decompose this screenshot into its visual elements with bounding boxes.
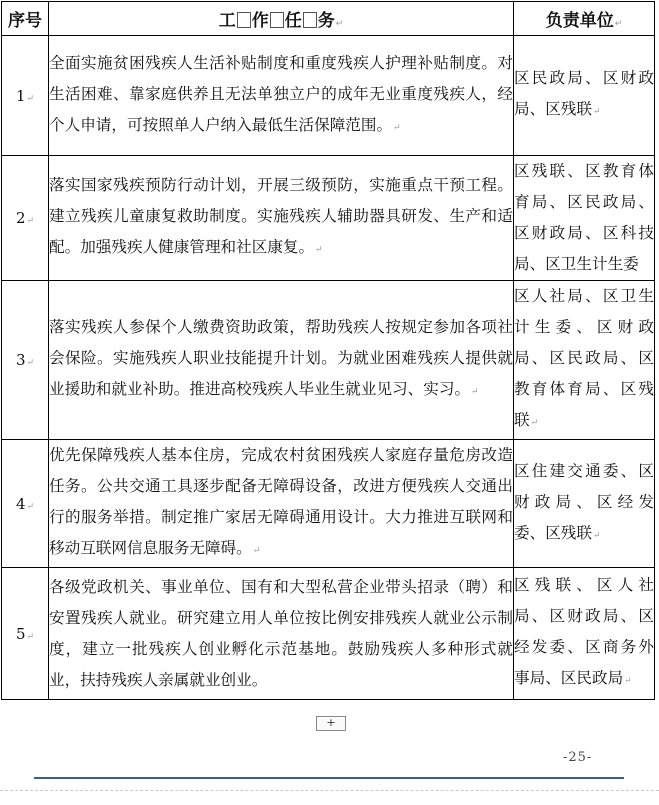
unit-cell[interactable]: 区残联、区教育体育局、区民政局、区财政局、区科技局、区卫生计生委 (514, 156, 655, 281)
paragraph-mark-icon: ↵ (624, 676, 632, 686)
paragraph-mark-icon: ↵ (393, 122, 401, 133)
page-number: -25- (563, 750, 593, 765)
row-number-cell[interactable]: 5↵ (2, 568, 49, 700)
paragraph-mark-icon: ↵ (26, 358, 35, 368)
paragraph-mark-icon: ↵ (26, 501, 35, 512)
table-row (2, 440, 655, 568)
footer-divider (34, 777, 624, 779)
paragraph-mark-icon: ↵ (26, 216, 35, 226)
paragraph-mark-icon: ↵ (26, 93, 35, 104)
table-row (2, 36, 655, 156)
next-page-edge (360, 795, 560, 805)
paragraph-mark-icon: ↵ (592, 530, 601, 541)
table-row (2, 568, 655, 700)
header-task: 工 作 任 务↵ (49, 2, 514, 36)
paragraph-mark-icon: ↵ (252, 546, 261, 556)
unit-cell[interactable]: 区民政局、区财政局、区残联↵ (514, 36, 655, 156)
table-header-row (2, 2, 655, 36)
paragraph-mark-icon: ↵ (335, 19, 344, 29)
unit-cell[interactable]: 区人社局、区卫生计生委、区财政局、区民政局、区教育体育局、区残联↵ (514, 281, 655, 440)
row-number-cell[interactable]: 4↵ (2, 440, 49, 568)
row-number-cell[interactable]: 1↵ (2, 36, 49, 156)
task-cell[interactable]: 落实残疾人参保个人缴费资助政策，帮助残疾人按规定参加各项社会保险。实施残疾人职业技能提升计划。为就业困难残疾人提供就业援助和就业补助。推进高校残疾人毕业生就业见习、实习。↵ (49, 281, 514, 440)
paragraph-mark-icon: ↵ (592, 107, 601, 117)
task-cell[interactable]: 全面实施贫困残疾人生活补贴制度和重度残疾人护理补贴制度。对生活困难、靠家庭供养且无法单独立户的成年无业重度残疾人，经个人申请，可按照单人户纳入最低生活保障范围。↵ (49, 36, 514, 156)
row-number-cell[interactable]: 3↵ (2, 281, 49, 440)
paragraph-mark-icon: ↵ (26, 631, 35, 642)
unit-cell[interactable]: 区住建交通委、区财政局、区经发委、区残联↵ (514, 440, 655, 568)
table-row (2, 156, 655, 281)
add-row-button[interactable]: + (316, 716, 346, 731)
page-break-line (0, 790, 659, 792)
paragraph-mark-icon: ↵ (530, 418, 539, 428)
paragraph-mark-icon: ↵ (315, 245, 323, 255)
task-table (1, 1, 655, 700)
row-number-cell[interactable]: 2↵ (2, 156, 49, 281)
task-cell[interactable]: 优先保障残疾人基本住房，完成农村贫困残疾人家庭存量危房改造任务。公共交通工具逐步配备无障碍设备，改进方便残疾人交通出行的服务举措。制定推广家居无障碍通用设计。大力推进互联网和移动互联网信息服务无障碍。↵ (49, 440, 514, 568)
unit-cell[interactable]: 区残联、区人社局、区财政局、区经发委、区商务外事局、区民政局↵ (514, 568, 655, 700)
task-cell[interactable]: 各级党政机关、事业单位、国有和大型私营企业带头招录（聘）和安置残疾人就业。研究建立用人单位按比例安排残疾人就业公示制度，建立一批残疾人创业孵化示范基地。鼓励残疾人多种形式就业，扶持残疾人亲属就业创业。 (49, 568, 514, 700)
header-responsible-unit: 负责单位↵ (514, 2, 655, 36)
paragraph-mark-icon: ↵ (471, 387, 479, 397)
task-cell[interactable]: 落实国家残疾预防行动计划，开展三级预防，实施重点干预工程。建立残疾儿童康复救助制度。实施残疾人辅助器具研发、生产和适配。加强残疾人健康管理和社区康复。↵ (49, 156, 514, 281)
table-row (2, 281, 655, 440)
header-serial-number: 序号 (2, 2, 49, 36)
paragraph-mark-icon: ↵ (614, 19, 623, 29)
